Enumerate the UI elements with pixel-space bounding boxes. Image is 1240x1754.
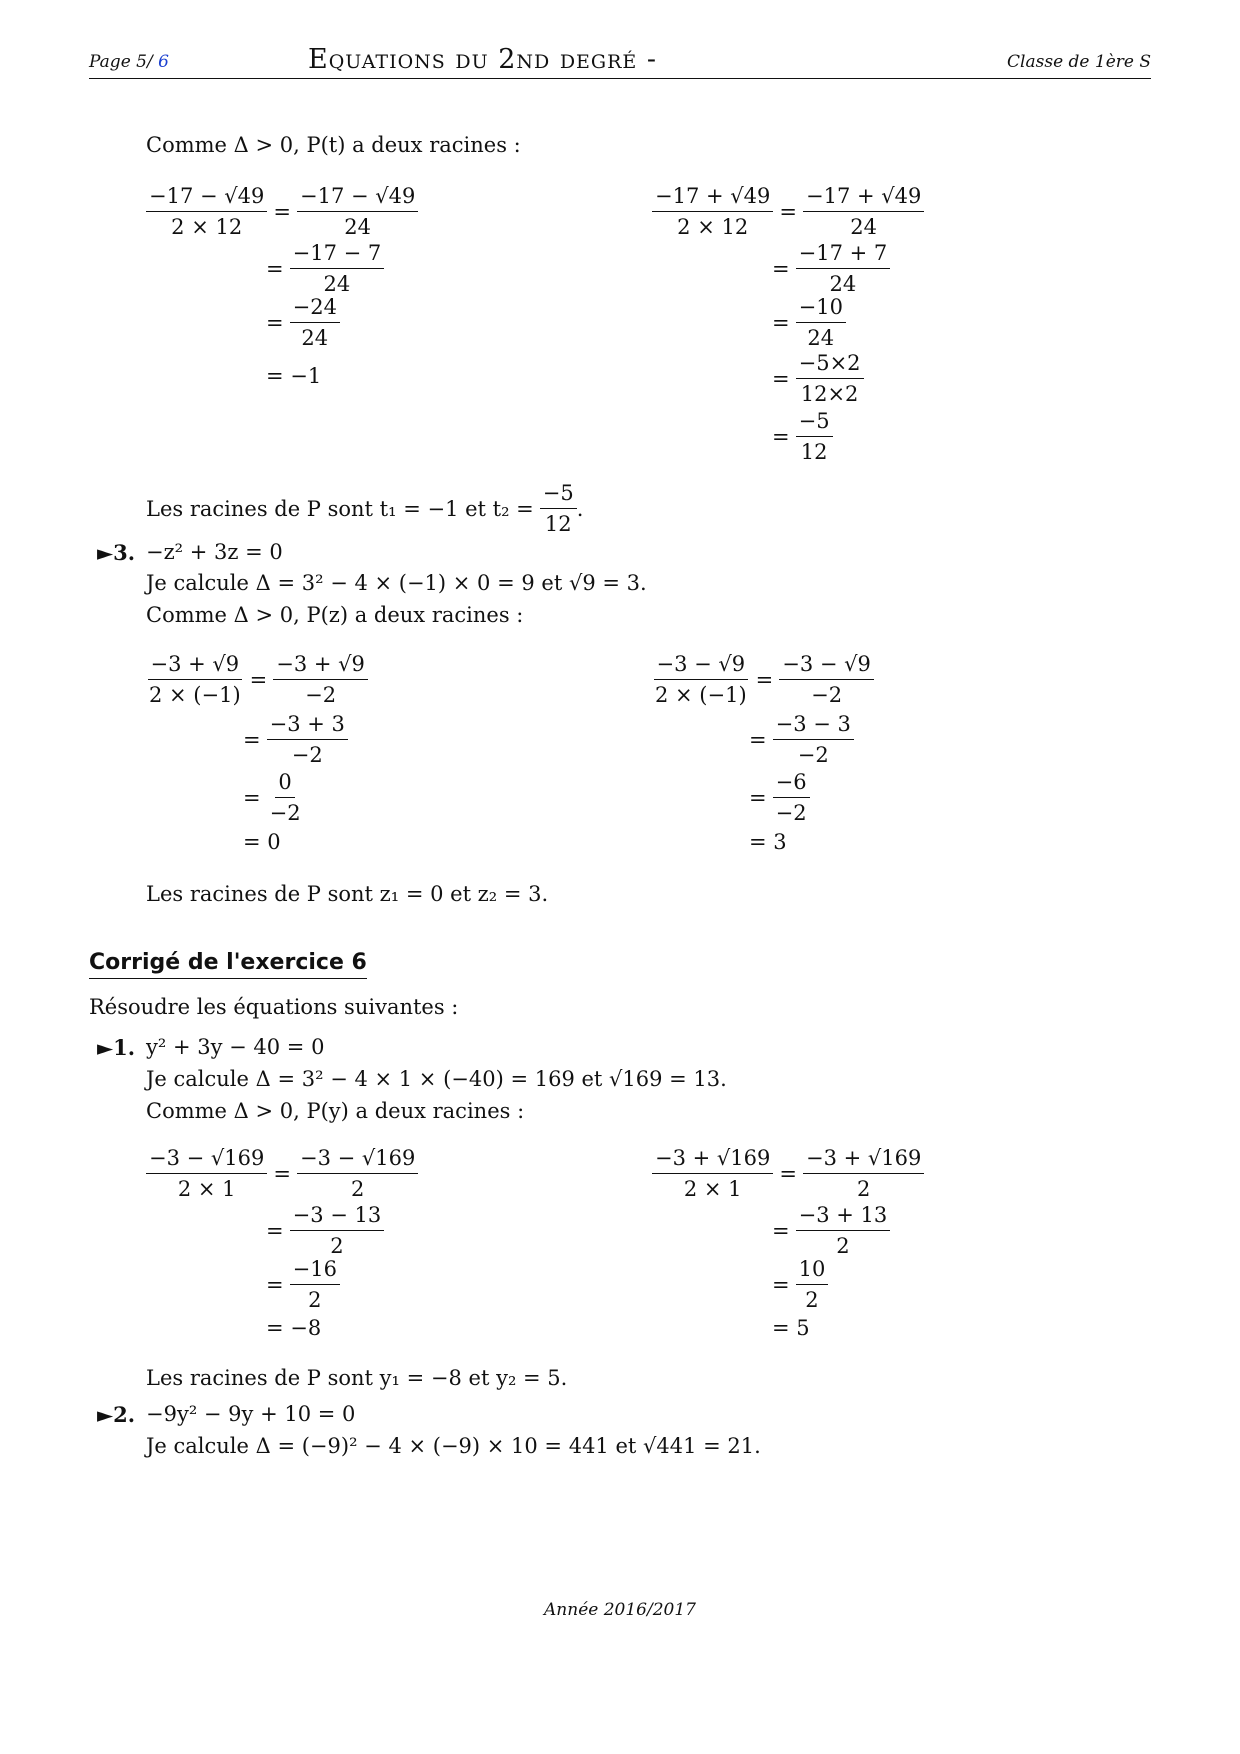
fraction: $\frac{-17 + 7}{24}$	[796, 240, 891, 297]
equation-row: = $\frac{-3 + 3}{-2}$	[243, 711, 348, 768]
intro-text: Comme Δ > 0, P(z) a deux racines :	[146, 603, 524, 627]
fraction: $\frac{-3 + 3}{-2}$	[267, 711, 348, 768]
equation-row: $\frac{-3 + √169}{2 \times 1}$ = $\frac{-3 + √169}{2}$	[652, 1145, 924, 1202]
equation-row: $\frac{-3 - √9}{2 \times (-1)}$ = $\frac{-3 - √9}{-2}$	[652, 651, 874, 708]
fraction: $\frac{-5\times 2}{12\times 2}$	[796, 350, 864, 407]
fraction: $\frac{-3 - 3}{-2}$	[773, 711, 854, 768]
equation-row: = $\frac{10}{2}$	[772, 1256, 828, 1313]
header-rule	[89, 78, 1151, 79]
conclusion-row: Les racines de P sont t₁ = −1 et t₂ = $\frac{-5}{12}$ .	[146, 481, 584, 536]
equation-row: = $\frac{-6}{-2}$	[749, 769, 810, 826]
equation-result: = 3	[749, 830, 787, 854]
class-label: Classe de 1ère S	[1007, 52, 1151, 72]
page-number: Page 5/ 6	[89, 52, 169, 72]
fraction: $\frac{-3 + √9}{2 \times (-1)}$	[149, 652, 241, 707]
fraction: $\frac{-3 - 13}{2}$	[290, 1202, 385, 1259]
fraction: $\frac{-3 - √169}{2}$	[297, 1145, 418, 1202]
fraction: $\frac{-6}{-2}$	[773, 769, 810, 826]
item-label: ►1.	[97, 1035, 136, 1060]
fraction: $\frac{-3 + √9}{-2}$	[273, 651, 368, 708]
section-heading: Corrigé de l'exercice 6	[89, 950, 367, 979]
fraction: $\frac{-3 - √169}{2 \times 1}$	[146, 1145, 267, 1202]
equation-row: = $\frac{-3 - 13}{2}$	[266, 1202, 384, 1259]
item-label: ►3.	[97, 540, 136, 565]
item-equation: −z² + 3z = 0	[146, 540, 283, 564]
equation-row: $\frac{-3 - √169}{2 \times 1}$ = $\frac{-3 - √169}{2}$	[146, 1145, 418, 1202]
instruction-text: Résoudre les équations suivantes :	[89, 995, 459, 1019]
equation-row: $\frac{-17 - √49}{2 \times 12}$ = $\frac{-17 - √49}{24}$	[146, 183, 418, 240]
fraction: $\frac{-3 + √169}{2}$	[803, 1145, 924, 1202]
equation-row: = $\frac{-3 + 13}{2}$	[772, 1202, 890, 1259]
fraction: $\frac{-5}{12}$	[540, 480, 577, 537]
equation-result: = 5	[772, 1316, 810, 1340]
fraction: $\frac{-3 - √9}{-2}$	[779, 651, 874, 708]
equation-row: = $\frac{-5\times 2}{12\times 2}$	[772, 350, 864, 407]
fraction: $\frac{-3 - √9}{2 \times (-1)}$	[655, 652, 747, 707]
equation-result: = 0	[243, 830, 281, 854]
equation-row: $\frac{-17 + √49}{2 \times 12}$ = $\frac{-17 + √49}{24}$	[652, 183, 924, 240]
equation-row: = $\frac{0}{-2}$	[243, 769, 304, 826]
equation-row: = $\frac{-16}{2}$	[266, 1256, 340, 1313]
fraction: $\frac{-17 + √49}{24}$	[803, 183, 924, 240]
fraction: $\frac{-17 - 7}{24}$	[290, 240, 385, 297]
fraction: $\frac{-3 + 13}{2}$	[796, 1202, 891, 1259]
conclusion-text: Les racines de P sont y₁ = −8 et y₂ = 5.	[146, 1366, 568, 1390]
fraction: $\frac{-17 - √49}{2 \times 12}$	[146, 183, 267, 240]
fraction: $\frac{-5}{12}$	[796, 408, 833, 465]
equation-row: = $\frac{-17 + 7}{24}$	[772, 240, 890, 297]
fraction: $\frac{-16}{2}$	[290, 1256, 340, 1313]
equation-row: = $\frac{-5}{12}$	[772, 408, 833, 465]
delta-calc: Je calcule Δ = 3² − 4 × (−1) × 0 = 9 et √9 = 3.	[146, 571, 647, 595]
intro-text: Comme Δ > 0, P(y) a deux racines :	[146, 1099, 525, 1123]
conclusion-text: Les racines de P sont z₁ = 0 et z₂ = 3.	[146, 882, 549, 906]
equation-result: = −1	[266, 364, 322, 388]
fraction: $\frac{10}{2}$	[796, 1256, 829, 1313]
equation-row: $\frac{-3 + √9}{2 \times (-1)}$ = $\frac{-3 + √9}{-2}$	[146, 651, 368, 708]
footer-year: Année 2016/2017	[544, 1600, 696, 1620]
fraction: $\frac{0}{-2}$	[269, 770, 301, 825]
equation-result: = −8	[266, 1316, 322, 1340]
equation-row: = $\frac{-24}{24}$	[266, 294, 340, 351]
equation-row: = $\frac{-17 - 7}{24}$	[266, 240, 384, 297]
delta-calc: Je calcule Δ = (−9)² − 4 × (−9) × 10 = 441 et √441 = 21.	[146, 1434, 761, 1458]
fraction: $\frac{-17 - √49}{24}$	[297, 183, 418, 240]
page-title: Equations du 2nd degré -	[308, 44, 657, 75]
item-label: ►2.	[97, 1402, 136, 1427]
item-equation: −9y² − 9y + 10 = 0	[146, 1402, 356, 1426]
equation-row: = $\frac{-10}{24}$	[772, 294, 846, 351]
fraction: $\frac{-17 + √49}{2 \times 12}$	[652, 183, 773, 240]
fraction: $\frac{-24}{24}$	[290, 294, 340, 351]
fraction: $\frac{-10}{24}$	[796, 294, 846, 351]
fraction: $\frac{-3 + √169}{2 \times 1}$	[652, 1145, 773, 1202]
delta-calc: Je calcule Δ = 3² − 4 × 1 × (−40) = 169 et √169 = 13.	[146, 1067, 727, 1091]
intro-text: Comme Δ > 0, P(t) a deux racines :	[146, 133, 521, 157]
page-total-link[interactable]: 6	[158, 52, 169, 72]
equation-row: = $\frac{-3 - 3}{-2}$	[749, 711, 854, 768]
item-equation: y² + 3y − 40 = 0	[146, 1035, 325, 1059]
